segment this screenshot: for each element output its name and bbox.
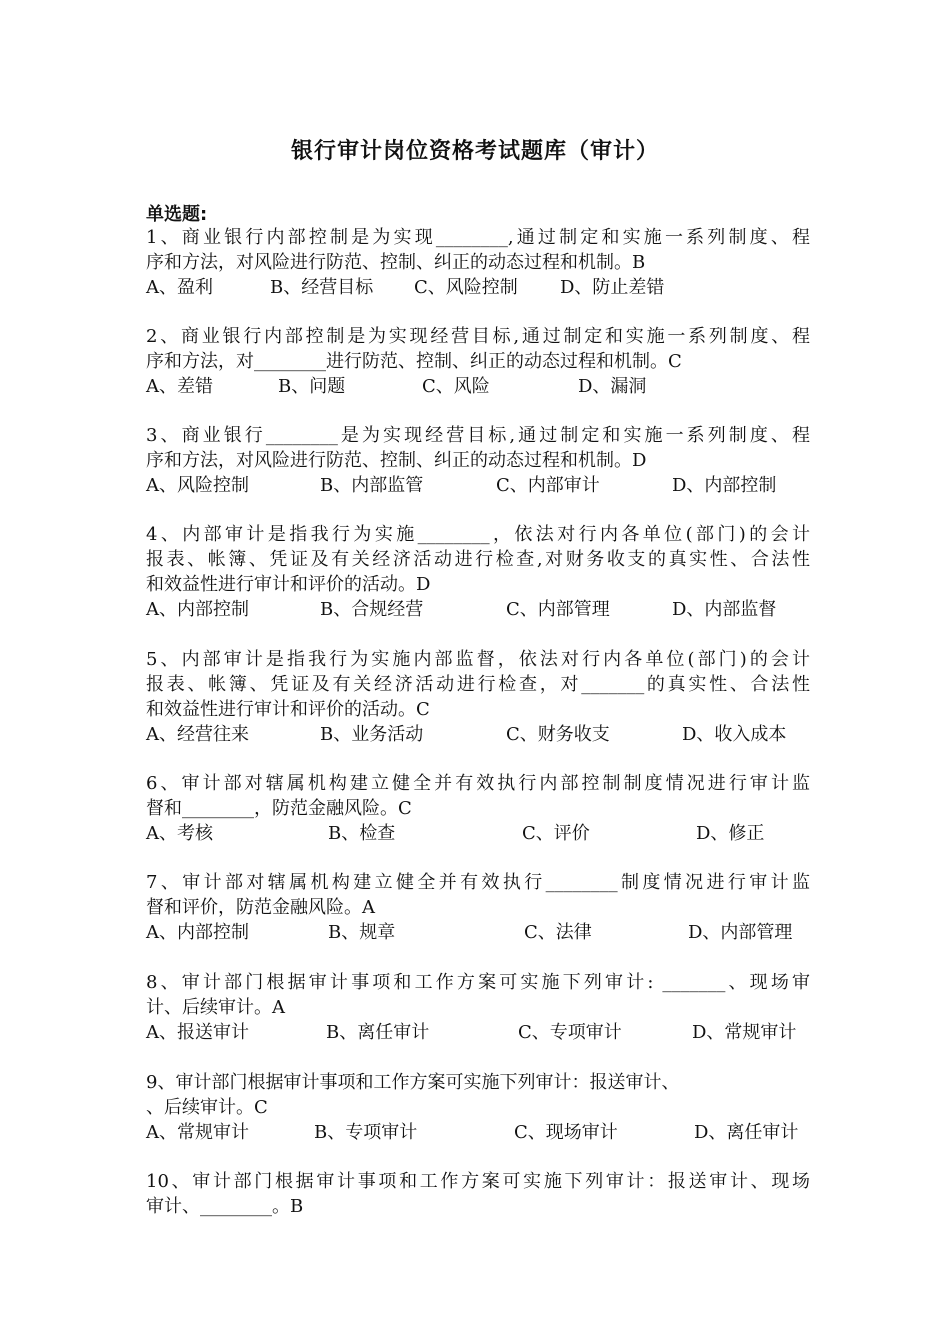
option-b: B、经营目标 xyxy=(270,277,374,298)
option-b: B、检查 xyxy=(328,823,396,844)
option-c: C、内部管理 xyxy=(506,599,610,620)
option-d: D、防止差错 xyxy=(560,277,665,298)
option-a: A、差错 xyxy=(146,376,213,397)
question-text-line: 4、内部审计是指我行为实施________，依法对行内各单位(部门)的会计 xyxy=(146,524,810,545)
option-b: B、问题 xyxy=(278,376,346,397)
option-a: A、考核 xyxy=(146,823,213,844)
option-d: D、离任审计 xyxy=(694,1122,799,1143)
option-row xyxy=(146,275,810,300)
option-a: A、内部控制 xyxy=(146,922,249,943)
question-text-line: 6、审计部对辖属机构建立健全并有效执行内部控制制度情况进行审计监 xyxy=(146,773,810,794)
option-a: A、报送审计 xyxy=(146,1022,249,1043)
option-row xyxy=(146,1120,810,1145)
page-title: 银行审计岗位资格考试题库（审计） xyxy=(290,139,659,164)
option-b: B、规章 xyxy=(328,922,396,943)
option-row xyxy=(146,722,810,747)
option-d: D、漏洞 xyxy=(578,376,647,397)
option-c: C、风险控制 xyxy=(414,277,518,298)
question-item xyxy=(146,870,810,945)
option-c: C、评价 xyxy=(522,823,590,844)
option-c: C、财务收支 xyxy=(506,724,610,745)
option-d: D、内部管理 xyxy=(688,922,793,943)
option-row xyxy=(146,821,810,846)
option-b: B、业务活动 xyxy=(320,724,424,745)
option-a: A、经营往来 xyxy=(146,724,249,745)
option-c: C、风险 xyxy=(422,376,490,397)
question-text-line: 和效益性进行审计和评价的活动。D xyxy=(146,574,431,595)
question-text-line: 2、商业银行内部控制是为实现经营目标,通过制定和实施一系列制度、程 xyxy=(146,326,810,347)
option-row xyxy=(146,597,810,622)
section-heading: 单选题: xyxy=(146,204,208,225)
question-text-line: 3、商业银行________是为实现经营目标,通过制定和实施一系列制度、程 xyxy=(146,425,810,446)
option-d: D、收入成本 xyxy=(682,724,787,745)
question-text-line: 序和方法，对________进行防范、控制、纠正的动态过程和机制。C xyxy=(146,351,682,372)
option-d: D、内部监督 xyxy=(672,599,777,620)
option-row xyxy=(146,1020,810,1045)
option-a: A、风险控制 xyxy=(146,475,249,496)
option-d: D、修正 xyxy=(696,823,765,844)
question-item xyxy=(146,522,810,622)
question-text-line: 9、审计部门根据审计事项和工作方案可实施下列审计：报送审计、 xyxy=(146,1072,680,1093)
question-item xyxy=(146,423,810,498)
question-text-line: 5、内部审计是指我行为实施内部监督，依法对行内各单位(部门)的会计 xyxy=(146,649,810,670)
option-d: D、内部控制 xyxy=(672,475,777,496)
question-item xyxy=(146,1169,810,1219)
question-item xyxy=(146,225,810,300)
question-text-line: 序和方法，对风险进行防范、控制、纠正的动态过程和机制。B xyxy=(146,252,646,273)
option-a: A、内部控制 xyxy=(146,599,249,620)
question-text-line: 报表、帐簿、凭证及有关经济活动进行检查，对_______的真实性、合法性 xyxy=(146,674,810,695)
question-item xyxy=(146,1070,810,1145)
question-text-line: 计、后续审计。A xyxy=(146,997,285,1018)
question-text-line: 审计、________。B xyxy=(146,1196,304,1217)
question-item xyxy=(146,324,810,399)
option-row xyxy=(146,473,810,498)
option-row xyxy=(146,374,810,399)
option-c: C、内部审计 xyxy=(496,475,600,496)
option-a: A、盈利 xyxy=(146,277,213,298)
question-text-line: 8、审计部门根据审计事项和工作方案可实施下列审计: _______、现场审 xyxy=(146,972,810,993)
option-b: B、专项审计 xyxy=(314,1122,418,1143)
option-b: B、离任审计 xyxy=(326,1022,430,1043)
question-text-line: 、后续审计。C xyxy=(146,1097,268,1118)
option-d: D、常规审计 xyxy=(692,1022,797,1043)
option-b: B、内部监管 xyxy=(320,475,424,496)
question-text-line: 1、商业银行内部控制是为实现________,通过制定和实施一系列制度、程 xyxy=(146,227,810,248)
question-text-line: 督和________，防范金融风险。C xyxy=(146,798,412,819)
option-a: A、常规审计 xyxy=(146,1122,249,1143)
option-c: C、现场审计 xyxy=(514,1122,618,1143)
option-b: B、合规经营 xyxy=(320,599,424,620)
question-text-line: 7、审计部对辖属机构建立健全并有效执行________制度情况进行审计监 xyxy=(146,872,810,893)
option-c: C、专项审计 xyxy=(518,1022,622,1043)
question-item xyxy=(146,647,810,747)
question-text-line: 报表、帐簿、凭证及有关经济活动进行检查,对财务收支的真实性、合法性 xyxy=(146,549,810,570)
question-text-line: 和效益性进行审计和评价的活动。C xyxy=(146,699,430,720)
question-item xyxy=(146,970,810,1045)
question-text-line: 序和方法，对风险进行防范、控制、纠正的动态过程和机制。D xyxy=(146,450,647,471)
question-item xyxy=(146,771,810,846)
option-row xyxy=(146,920,810,945)
option-c: C、法律 xyxy=(524,922,592,943)
question-text-line: 督和评价，防范金融风险。A xyxy=(146,897,375,918)
question-text-line: 10、审计部门根据审计事项和工作方案可实施下列审计：报送审计、现场 xyxy=(146,1171,810,1192)
